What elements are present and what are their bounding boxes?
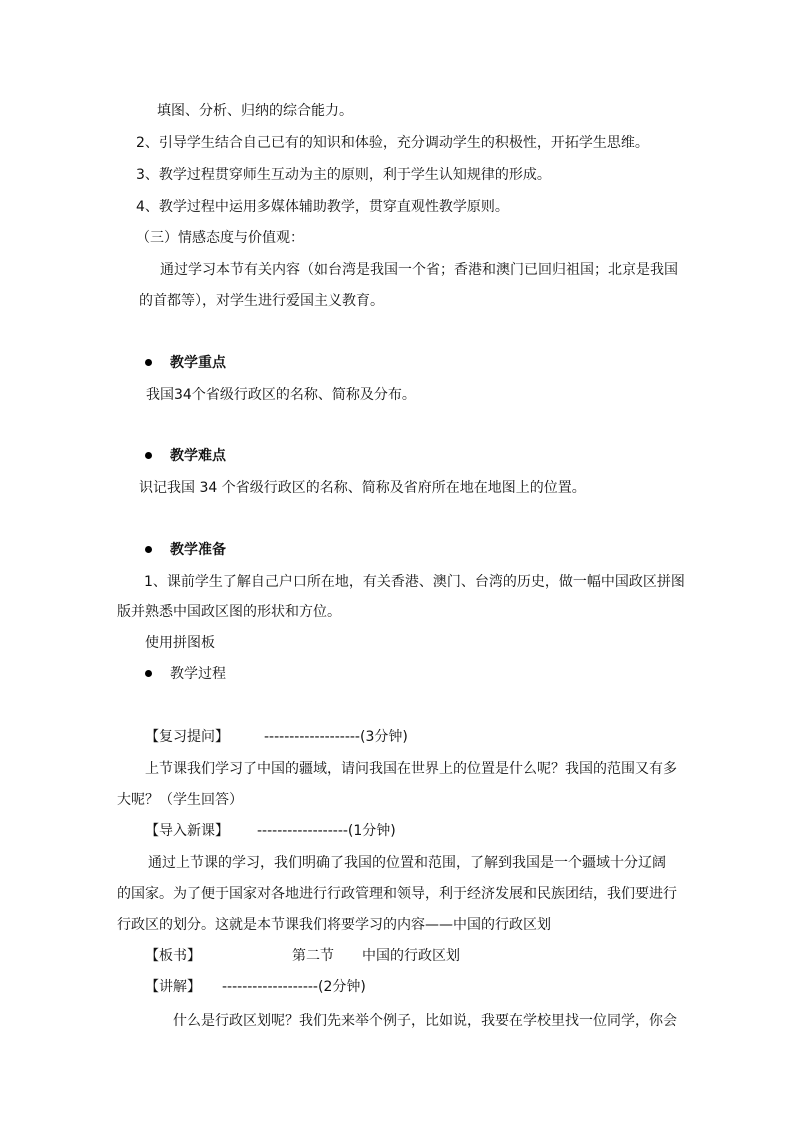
lecture-time: -------------------(2分钟) [222,979,366,995]
intro-line-3: 行政区的划分。这就是本节课我们将要学习的内容——中国的行政区划 [117,917,551,933]
preparation-line-3: 使用拼图板 [145,635,215,651]
key-points-heading: 教学重点 [170,355,226,371]
emotion-heading: （三）情感态度与价值观： [136,230,304,246]
preparation-line-1: 1、课前学生了解自己户口所在地，有关香港、澳门、台湾的历史，做一幅中国政区拼图 [144,574,685,590]
bullet-icon [145,546,152,553]
board-section: 第二节 [292,948,334,964]
preparation-line-2: 版并熟悉中国政区图的形状和方位。 [117,604,341,620]
review-label: 【复习提问】 [145,729,229,745]
lecture-line-1: 什么是行政区划呢？我们先来举个例子，比如说，我要在学校里找一位同学，你会 [173,1013,677,1029]
board-label: 【板书】 [145,948,201,964]
objective-item-2: 2、引导学生结合自己已有的知识和体验，充分调动学生的积极性，开拓学生思维。 [136,135,649,151]
process-heading: 教学过程 [170,666,226,682]
emotion-line-1: 通过学习本节有关内容（如台湾是我国一个省；香港和澳门已回归祖国；北京是我国 [160,262,678,278]
objective-item-3: 3、教学过程贯穿师生互动为主的原则，利于学生认知规律的形成。 [136,167,551,183]
preparation-heading: 教学准备 [170,542,226,558]
ability-text: 填图、分析、归纳的综合能力。 [157,103,353,119]
review-line-1: 上节课我们学习了中国的疆域，请问我国在世界上的位置是什么呢？我国的范围又有多 [145,761,677,777]
lecture-label: 【讲解】 [145,979,201,995]
difficulties-text: 识记我国 34 个省级行政区的名称、简称及省府所在地在地图上的位置。 [139,480,586,496]
intro-label: 【导入新课】 [145,823,229,839]
bullet-icon [145,452,152,459]
difficulties-heading: 教学难点 [170,448,226,464]
intro-line-2: 的国家。为了便于国家对各地进行行政管理和领导，利于经济发展和民族团结，我们要进行 [117,886,677,902]
intro-time: ------------------(1分钟) [257,823,396,839]
bullet-icon [145,359,152,366]
intro-line-1: 通过上节课的学习，我们明确了我国的位置和范围，了解到我国是一个疆域十分辽阔 [148,855,666,871]
board-title: 中国的行政区划 [362,948,460,964]
emotion-line-2: 的首都等），对学生进行爱国主义教育。 [139,293,384,309]
review-line-2: 大呢？（学生回答） [117,792,243,808]
key-points-text: 我国34个省级行政区的名称、简称及分布。 [146,387,416,403]
bullet-icon [145,670,152,677]
objective-item-4: 4、教学过程中运用多媒体辅助教学，贯穿直观性教学原则。 [136,199,509,215]
review-time: -------------------(3分钟) [264,729,408,745]
